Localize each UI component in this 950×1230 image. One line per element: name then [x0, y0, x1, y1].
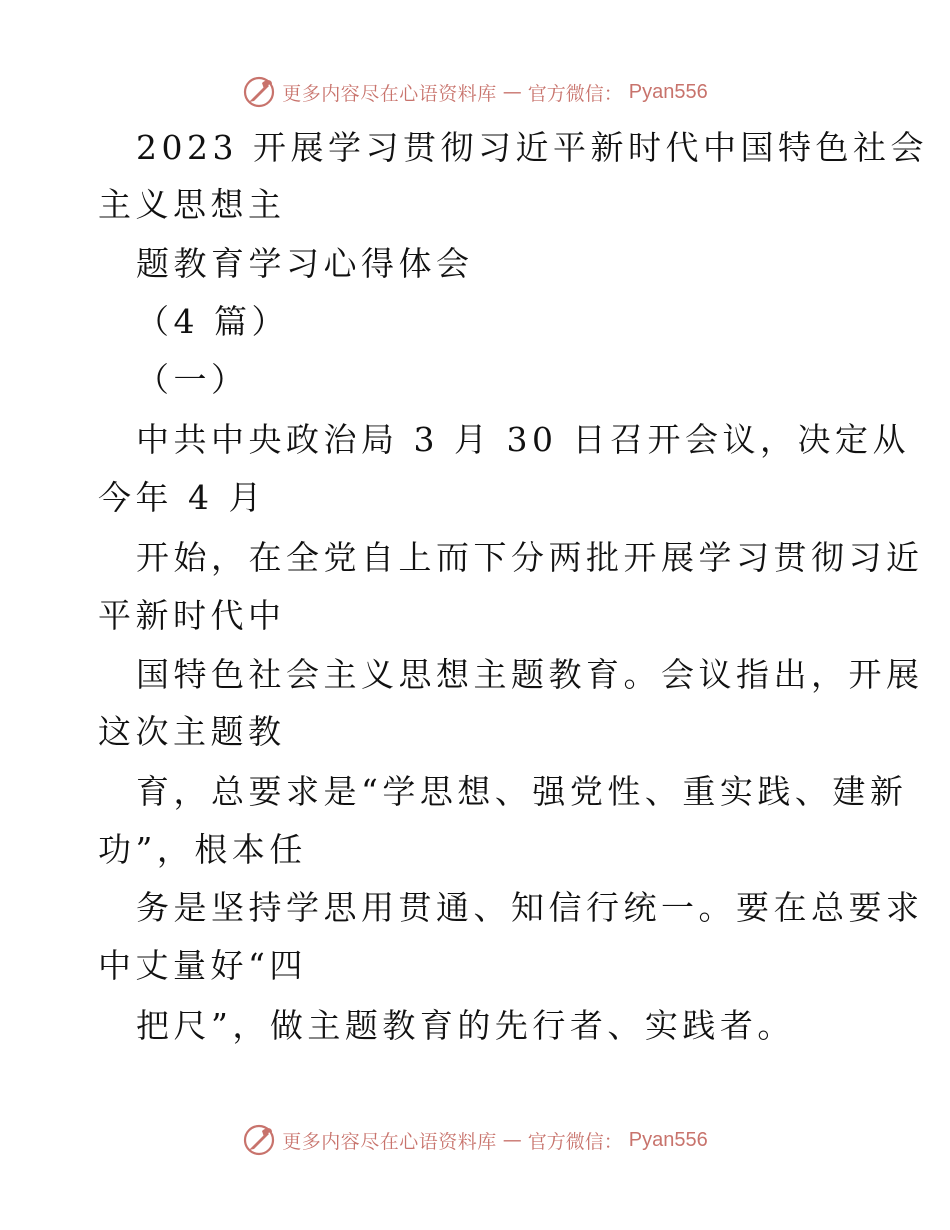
watermark-wechat-label: 官方微信： [527, 82, 623, 105]
quill-logo-icon [242, 1123, 276, 1157]
paragraph-line: 务是坚持学思用贯通、知信行统一。要在总要求 [136, 888, 924, 927]
watermark-wechat-id: Pyan556 [628, 80, 708, 103]
watermark-site-text: 更多内容尽在心语资料库 [282, 82, 497, 105]
document-title-line-2: 主义思想主 [98, 185, 286, 224]
paragraph-line: 育，总要求是“学思想、强党性、重实践、建新 [136, 772, 908, 811]
watermark-site-text: 更多内容尽在心语资料库 [282, 1130, 497, 1153]
paragraph-line: 功”，根本任 [98, 830, 307, 869]
watermark-footer [0, 1120, 950, 1160]
paragraph-line: 把尺”，做主题教育的先行者、实践者。 [136, 1006, 795, 1045]
watermark-header [0, 72, 950, 112]
watermark-wechat-label: 官方微信： [527, 1130, 623, 1153]
paragraph-line: 开始，在全党自上而下分两批开展学习贯彻习近 [136, 538, 924, 577]
quill-logo-icon [242, 75, 276, 109]
watermark-separator: — [502, 81, 522, 103]
paragraph-line: 这次主题教 [98, 712, 286, 751]
paragraph-line: 中丈量好“四 [98, 946, 307, 985]
watermark-separator: — [502, 1129, 522, 1151]
paragraph-line: 中共中央政治局 3 月 30 日召开会议，决定从 [136, 420, 910, 459]
document-subtitle-count: （4 篇） [136, 302, 289, 341]
paragraph-line: 平新时代中 [98, 596, 286, 635]
watermark-wechat-id: Pyan556 [628, 1128, 708, 1151]
document-title-line-1: 2023 开展学习贯彻习近平新时代中国特色社会 [136, 128, 928, 167]
document-title-line-3: 题教育学习心得体会 [136, 244, 474, 283]
section-heading: （一） [136, 360, 249, 399]
paragraph-line: 国特色社会主义思想主题教育。会议指出，开展 [136, 655, 924, 694]
paragraph-line: 今年 4 月 [98, 478, 266, 517]
